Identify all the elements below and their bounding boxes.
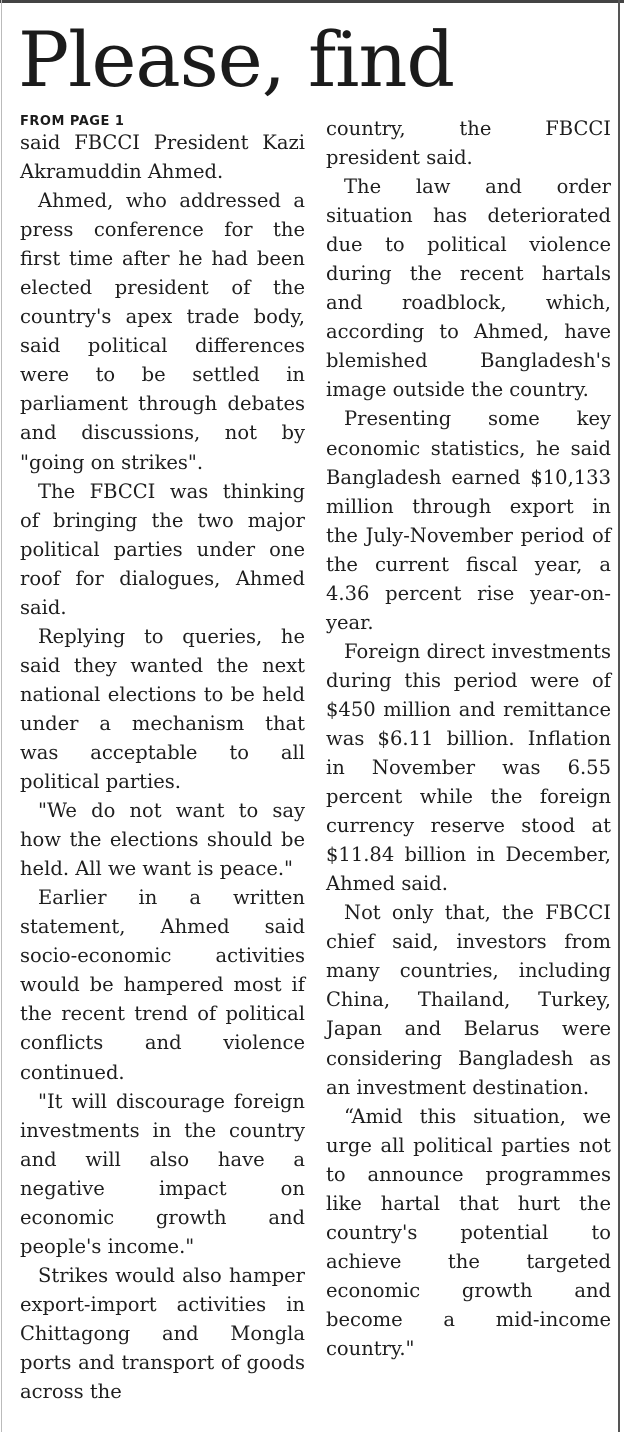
paragraph: said FBCCI President Kazi Akramuddin Ahmed.	[20, 131, 305, 184]
paragraph: "It will discourage foreign investments in the country and will also have a negative impact on economic growth and people's income."	[20, 1089, 305, 1258]
paragraph: Foreign direct investments during this period were of $450 million and remittance was $6.11 billion. Inflation in November was 6.55 percent while the foreign currency reserve stood at $11.84 billion in December, Ahmed said.	[326, 639, 611, 896]
paragraph: “Amid this situation, we urge all political parties not to announce programmes like hartal that hurt the country's potential to achieve the targeted economic growth and become a mid-income country."	[326, 1104, 611, 1360]
paragraph: Earlier in a written statement, Ahmed said socio-economic activities would be hampered most if the recent trend of political conflicts and violence continued.	[20, 886, 305, 1084]
paragraph: Replying to queries, he said they wanted the next national elections to be held under a mechanism that was acceptable to all political parties.	[20, 624, 305, 794]
article-column-left	[20, 112, 305, 1406]
paragraph: "We do not want to say how the elections should be held. All we want is peace."	[20, 799, 305, 881]
paragraph: Not only that, the FBCCI chief said, investors from many countries, including China, Thailand, Turkey, Japan and Belarus were considering Bangladesh as an investment destination.	[326, 901, 611, 1099]
kicker: FROM PAGE 1	[20, 114, 125, 129]
paragraph: country, the FBCCI president said.	[326, 117, 611, 170]
headline: Please, find	[18, 15, 455, 104]
article-column-right	[326, 114, 611, 1363]
paragraph: The FBCCI was thinking of bringing the two major political parties under one roof for dialogues, Ahmed said.	[20, 479, 305, 619]
paragraph: Ahmed, who addressed a press conference for the first time after he had been elected president of the country's apex trade body, said political differences were to be settled in parliament through debates and discussions, not by "going on strikes".	[20, 189, 305, 474]
paragraph: Presenting some key economic statistics, he said Bangladesh earned $10,133 million through export in the July-November period of the current fiscal year, a 4.36 percent rise year-on-year.	[326, 407, 611, 634]
paragraph: Strikes would also hamper export-import activities in Chittagong and Mongla ports and transport of goods across the	[20, 1263, 305, 1404]
paragraph: The law and order situation has deteriorated due to political violence during the recent hartals and roadblock, which, according to Ahmed, have blemished Bangladesh's image outside the country.	[326, 175, 611, 402]
